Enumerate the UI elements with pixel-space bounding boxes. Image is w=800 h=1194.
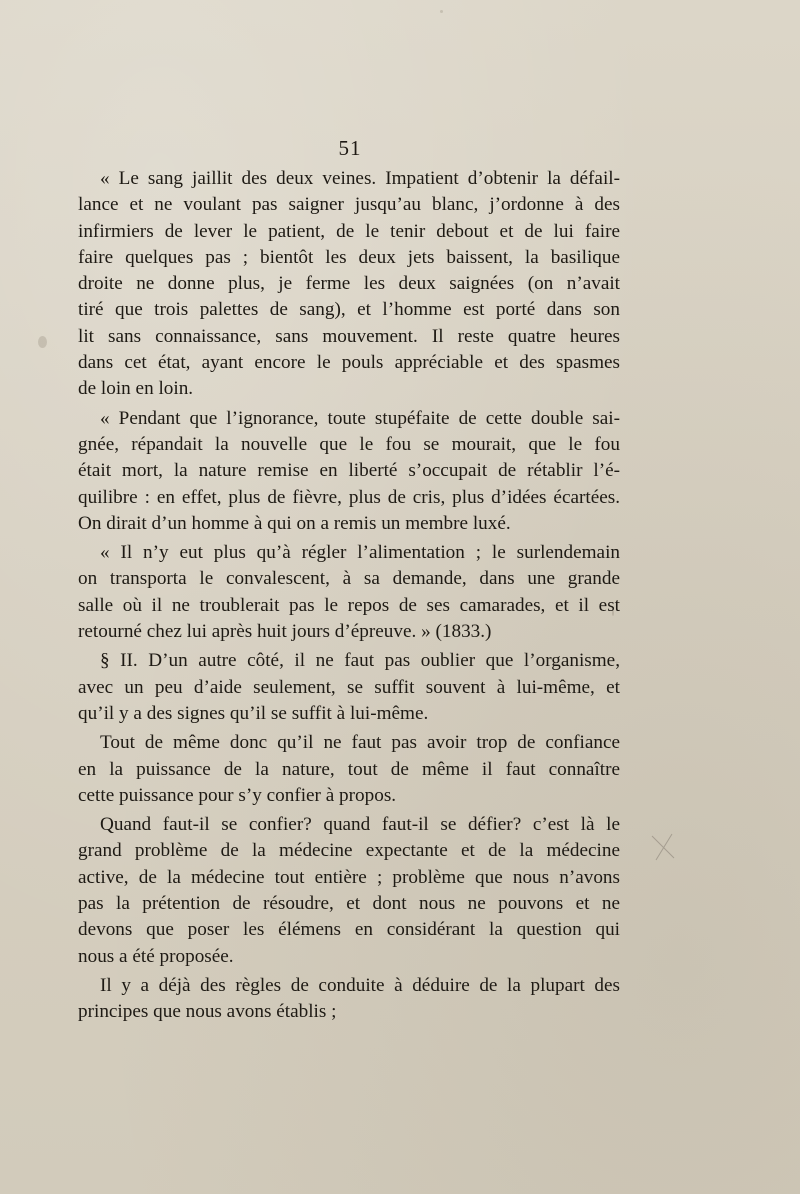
text-line: on transporta le convalescent, à sa demande, dans une grande [78,568,620,590]
text-line: infirmiers de lever le patient, de le tenir debout et de lui faire [78,220,620,242]
pencil-mark-icon [650,832,678,862]
text-line: Tout de même donc qu’il ne faut pas avoir trop de confiance [100,732,620,754]
text-line: « Pendant que l’ignorance, toute stupéfaite de cette double sai- [100,407,620,429]
text-line: quilibre : en effet, plus de fièvre, plus de cris, plus d’idées écartées. [78,486,620,508]
body-text [78,166,620,1026]
text-line: faire quelques pas ; bientôt les deux jets baissent, la basilique [78,246,620,268]
page-number: 51 [338,136,362,160]
text-line: Il y a déjà des règles de conduite à déduire de la plupart des [100,974,620,996]
text-line: lance et ne voulant pas saigner jusqu’au blanc, j’ordonne à des [78,194,620,216]
text-line: en la puissance de la nature, tout de même il faut connaître [78,758,620,780]
paper-stain [440,10,443,13]
text-line: § II. D’un autre côté, il ne faut pas oublier que l’organisme, [100,650,620,672]
paper-stain [38,336,47,348]
text-line: « Il n’y eut plus qu’à régler l’alimentation ; le surlendemain [100,542,620,564]
text-line: grand problème de la médecine expectante et de la médecine [78,840,620,862]
text-line: principes que nous avons établis ; [78,1001,337,1023]
text-line: dans cet état, ayant encore le pouls appréciable et des spasmes [78,352,620,374]
text-line: « Le sang jaillit des deux veines. Impatient d’obtenir la défail- [100,168,620,189]
text-line: avec un peu d’aide seulement, se suffit souvent à lui-même, et [78,676,620,698]
text-line: salle où il ne troublerait pas le repos de ses camarades, et il est [78,594,620,616]
text-line: tiré que trois palettes de sang), et l’homme est porté dans son [78,299,620,321]
text-line: On dirait d’un homme à qui on a remis un membre luxé. [78,512,511,534]
text-line: retourné chez lui après huit jours d’épreuve. » (1833.) [78,621,492,643]
text-line: était mort, la nature remise en liberté s’occupait de rétablir l’é- [78,460,620,482]
text-line: pas la prétention de résoudre, et dont nous ne pouvons et ne [78,893,620,915]
text-line: nous a été proposée. [78,945,234,967]
text-line: gnée, répandait la nouvelle que le fou se mourait, que le fou [78,433,620,455]
text-line: cette puissance pour s’y confier à propos. [78,784,397,806]
text-line: qu’il y a des signes qu’il se suffit à lui-même. [78,702,429,724]
text-line: lit sans connaissance, sans mouvement. Il reste quatre heures [78,325,620,347]
text-line: Quand faut-il se confier? quand faut-il se défier? c’est là le [100,814,620,836]
text-line: de loin en loin. [78,378,194,400]
text-line: devons que poser les élémens en considérant la question qui [78,919,620,941]
text-line: droite ne donne plus, je ferme les deux saignées (on n’avait [78,273,620,295]
text-line: active, de la médecine tout entière ; problème que nous n’avons [78,866,620,888]
